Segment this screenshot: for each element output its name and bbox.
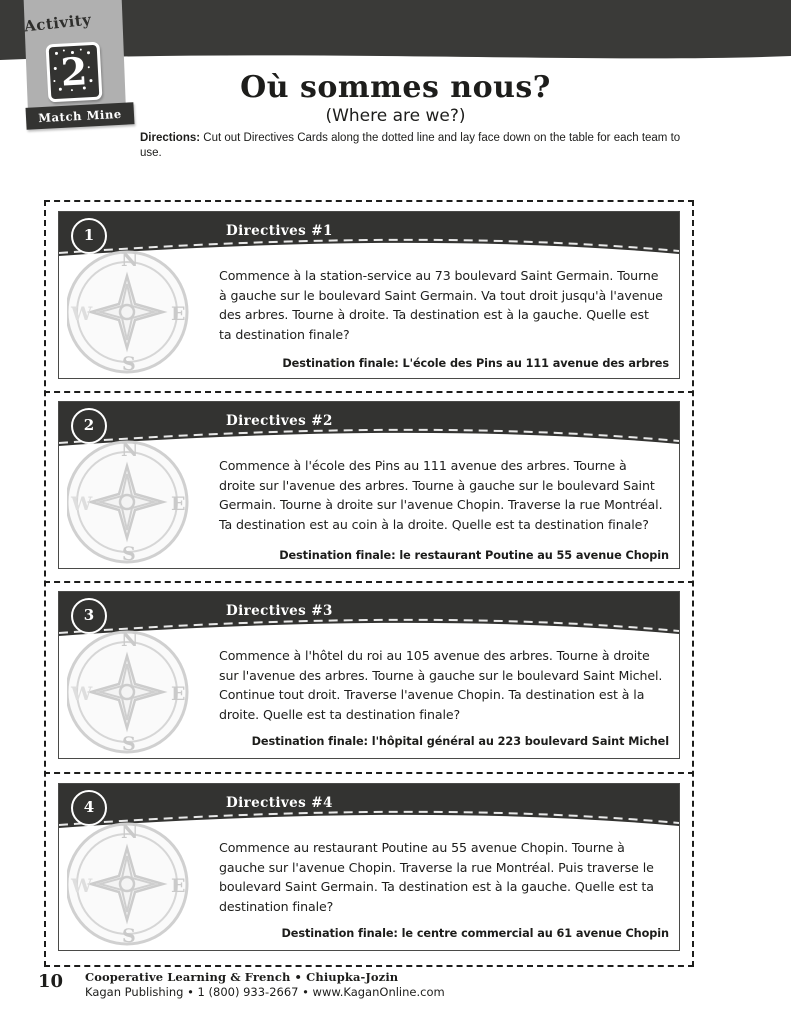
card-body-text: Commence à la station-service au 73 boulevard Saint Germain. Tourne à gauche sur le boulevard Saint Germain. Va tout droit jusqu'à l'avenue des arbres. Tourne à droite. Ta destination est à la gauche. Quelle est ta destination finale? bbox=[219, 268, 663, 342]
card-number-badge bbox=[71, 408, 107, 444]
cut-line-1 bbox=[44, 391, 694, 393]
directions-text: Cut out Directives Cards along the dotted line and lay face down on the table for each team to use. bbox=[140, 132, 681, 159]
card-destination-answer: Destination finale: l'hôpital général au 223 boulevard Saint Michel bbox=[251, 735, 669, 748]
card-number-badge bbox=[71, 790, 107, 826]
compass-watermark-icon bbox=[67, 432, 199, 569]
compass-east-label: E bbox=[171, 683, 186, 705]
compass-watermark-icon bbox=[67, 814, 199, 951]
compass-east-label: E bbox=[171, 303, 186, 325]
footer bbox=[85, 970, 445, 999]
compass-south-label: S bbox=[122, 733, 136, 755]
footer-publisher-line: Kagan Publishing • 1 (800) 933-2667 • www.KaganOnline.com bbox=[85, 985, 445, 999]
compass-north-label: N bbox=[121, 629, 139, 651]
compass-west-label: W bbox=[71, 303, 93, 325]
compass-watermark-icon bbox=[67, 242, 199, 379]
compass-north-label: N bbox=[121, 249, 139, 271]
card-number: 4 bbox=[83, 798, 95, 816]
card-body-text: Commence à l'hôtel du roi au 105 avenue des arbres. Tourne à droite sur l'avenue des arbres. Tourne à gauche sur le boulevard Saint Michel. Continue tout droit. Traverse l'avenue Chopin. Ta destination est à la droite. Quelle est ta destination finale? bbox=[219, 648, 663, 722]
card-body-text: Commence au restaurant Poutine au 55 avenue Chopin. Tourne à gauche sur l'avenue Chopin. Traverse la rue Montréal. Puis traverse le boulevard Saint Germain. Ta destination est à la gauche. Quelle est ta destination finale? bbox=[219, 840, 654, 914]
compass-south-label: S bbox=[122, 353, 136, 375]
page-subtitle: (Where are we?) bbox=[325, 106, 466, 126]
card-destination-answer: Destination finale: le restaurant Poutine au 55 avenue Chopin bbox=[279, 549, 669, 562]
card-header-title: Directives #3 bbox=[226, 603, 333, 619]
compass-west-label: W bbox=[71, 875, 93, 897]
activity-number: 2 bbox=[59, 48, 89, 95]
directives-card[interactable] bbox=[58, 401, 680, 569]
directives-card[interactable] bbox=[58, 211, 680, 379]
compass-south-label: S bbox=[122, 543, 136, 565]
card-number-badge bbox=[71, 598, 107, 634]
card-body-text: Commence à l'école des Pins au 111 avenue des arbres. Tourne à droite sur l'avenue des arbres. Tourne à gauche sur le boulevard Saint Germain. Tourne à droite sur l'avenue Chopin. Traverse la rue Montréal. Ta destination est au coin à la droite. Quelle est ta destination finale? bbox=[219, 458, 663, 532]
compass-watermark-icon bbox=[67, 622, 199, 759]
structure-label: Match Mine bbox=[37, 106, 123, 126]
activity-number-box bbox=[46, 42, 103, 103]
page-title: Où sommes nous? bbox=[240, 70, 551, 105]
activity-label: Activity bbox=[23, 10, 93, 36]
card-header-title: Directives #4 bbox=[226, 795, 333, 811]
card-destination-answer: Destination finale: L'école des Pins au 111 avenue des arbres bbox=[282, 357, 669, 370]
cut-line-2 bbox=[44, 581, 694, 583]
compass-west-label: W bbox=[71, 683, 93, 705]
cut-line-3 bbox=[44, 772, 694, 774]
card-number: 3 bbox=[83, 606, 95, 624]
directives-card[interactable] bbox=[58, 591, 680, 759]
compass-east-label: E bbox=[171, 493, 186, 515]
card-header-title: Directives #2 bbox=[226, 413, 333, 429]
footer-title-line: Cooperative Learning & French • Chiupka-Jozin bbox=[85, 970, 399, 984]
compass-south-label: S bbox=[122, 925, 136, 947]
directives-card[interactable] bbox=[58, 783, 680, 951]
compass-west-label: W bbox=[71, 493, 93, 515]
card-number: 1 bbox=[83, 226, 95, 244]
directions-label: Directions: bbox=[140, 132, 201, 144]
page-number: 10 bbox=[38, 971, 64, 992]
card-number: 2 bbox=[83, 416, 95, 434]
card-destination-answer: Destination finale: le centre commercial au 61 avenue Chopin bbox=[281, 927, 669, 940]
compass-north-label: N bbox=[121, 821, 139, 843]
card-number-badge bbox=[71, 218, 107, 254]
compass-north-label: N bbox=[121, 439, 139, 461]
compass-east-label: E bbox=[171, 875, 186, 897]
card-header-title: Directives #1 bbox=[226, 223, 333, 239]
directions bbox=[140, 131, 700, 161]
